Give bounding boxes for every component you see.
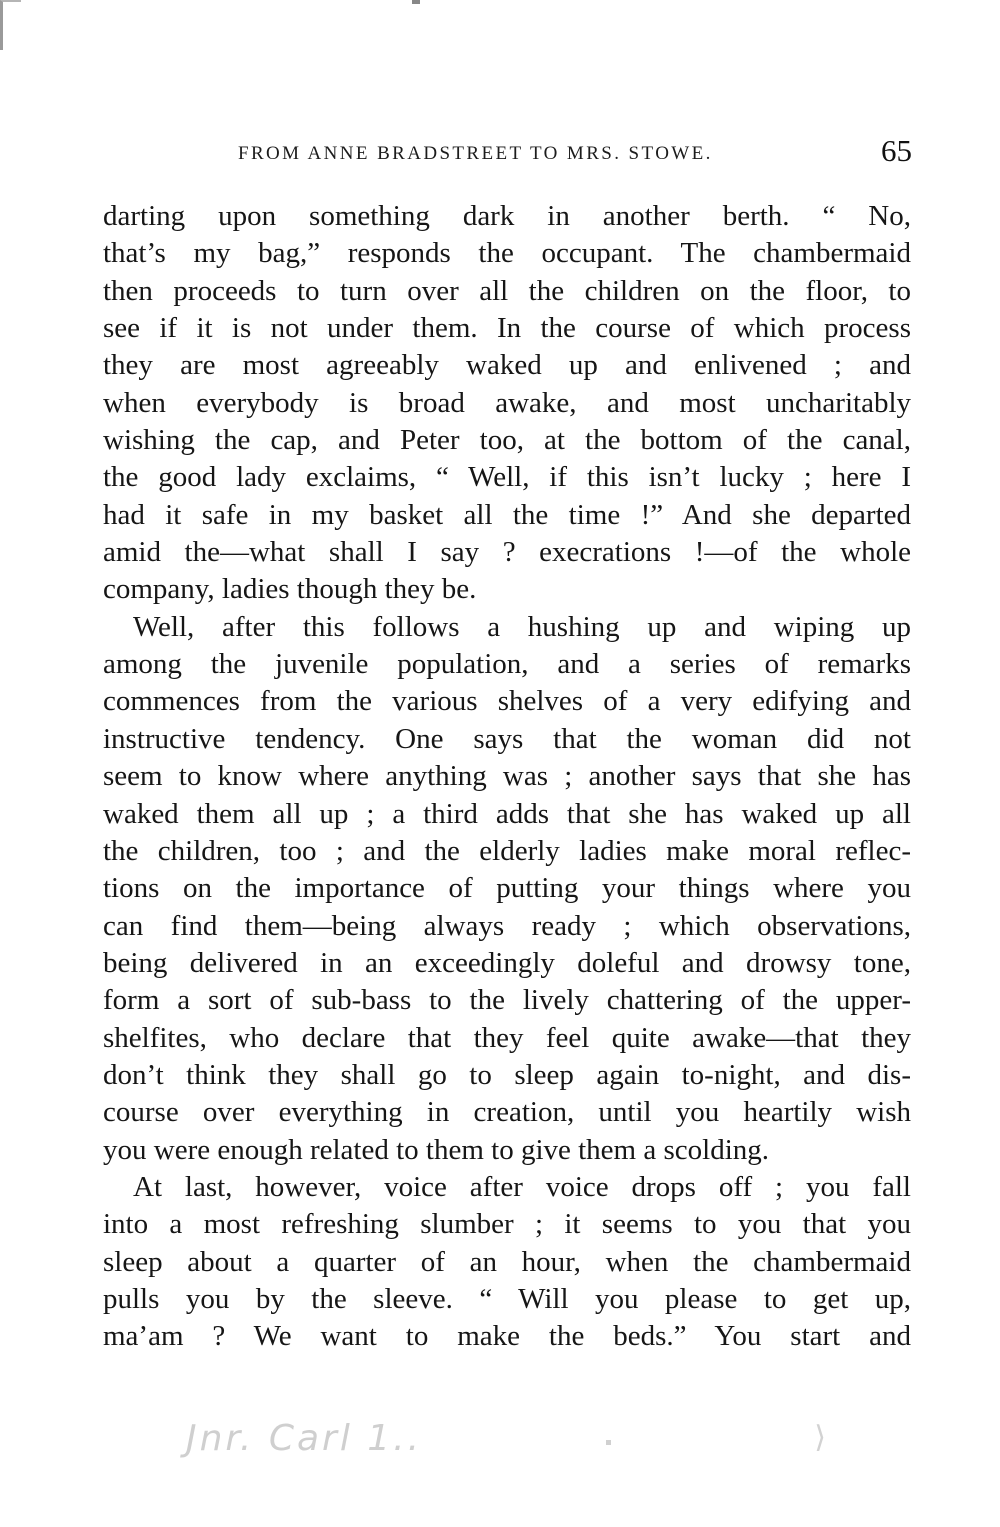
text-line: shelfites, who declare that they feel quite awake—that they xyxy=(103,1021,911,1054)
text-line: Well, after this follows a hushing up and wiping up xyxy=(133,610,911,643)
text-line: seem to know where anything was ; another says that she has xyxy=(103,760,911,793)
scan-corner-mark xyxy=(0,0,21,50)
text-line: they are most agreeably waked up and enlivened ; and xyxy=(103,349,911,382)
text-line: amid the—what shall I say ? execrations !—of the whole xyxy=(103,536,911,569)
text-line: the good lady exclaims, “ Well, if this isn’t lucky ; here I xyxy=(103,461,911,494)
text-line: had it safe in my basket all the time !” And she departed xyxy=(103,498,911,531)
text-line: don’t think they shall go to sleep again to-night, and dis- xyxy=(103,1058,911,1091)
text-line: can find them—being always ready ; which observations, xyxy=(103,909,911,942)
text-line: that’s my bag,” responds the occupant. The chambermaid xyxy=(103,237,911,270)
body-text xyxy=(103,198,911,1356)
scan-speck xyxy=(412,0,420,4)
text-line: pulls you by the sleeve. “ Will you please to get up, xyxy=(103,1282,911,1315)
stamp-bracket-icon: ⟩ xyxy=(814,1420,826,1455)
text-line: ma’am ? We want to make the beds.” You start and xyxy=(103,1320,911,1353)
text-line: among the juvenile population, and a series of remarks xyxy=(103,648,911,681)
faded-library-stamp xyxy=(186,1418,826,1468)
running-head: FROM ANNE BRADSTREET TO MRS. STOWE. xyxy=(238,143,713,164)
text-line: when everybody is broad awake, and most uncharitably xyxy=(103,386,911,419)
page-header xyxy=(100,133,912,173)
text-line: wishing the cap, and Peter too, at the bottom of the canal, xyxy=(103,424,911,457)
text-line: see if it is not under them. In the course of which process xyxy=(103,312,911,345)
stamp-dot xyxy=(606,1440,611,1445)
text-line: sleep about a quarter of an hour, when the chambermaid xyxy=(103,1245,911,1278)
text-line: course over everything in creation, until you heartily wish xyxy=(103,1096,911,1129)
text-line: into a most refreshing slumber ; it seems to you that you xyxy=(103,1208,911,1241)
text-line: you were enough related to them to give them a scolding. xyxy=(103,1133,770,1166)
text-line: darting upon something dark in another berth. “ No, xyxy=(103,200,911,232)
page-number: 65 xyxy=(881,133,912,168)
text-line: being delivered in an exceedingly doleful and drowsy tone, xyxy=(103,946,911,979)
stamp-text: Jnr. Carl 1.. xyxy=(186,1418,423,1459)
text-line: tions on the importance of putting your things where you xyxy=(103,872,911,905)
text-line: company, ladies though they be. xyxy=(103,573,477,606)
text-line: the children, too ; and the elderly ladies make moral reflec- xyxy=(103,834,911,867)
text-line: waked them all up ; a third adds that she has waked up all xyxy=(103,797,911,830)
text-line: then proceeds to turn over all the children on the floor, to xyxy=(103,274,911,307)
text-line: At last, however, voice after voice drops off ; you fall xyxy=(133,1170,911,1203)
text-line: instructive tendency. One says that the woman did not xyxy=(103,722,911,755)
text-line: commences from the various shelves of a very edifying and xyxy=(103,685,911,718)
text-line: form a sort of sub-bass to the lively chattering of the upper- xyxy=(103,984,911,1017)
